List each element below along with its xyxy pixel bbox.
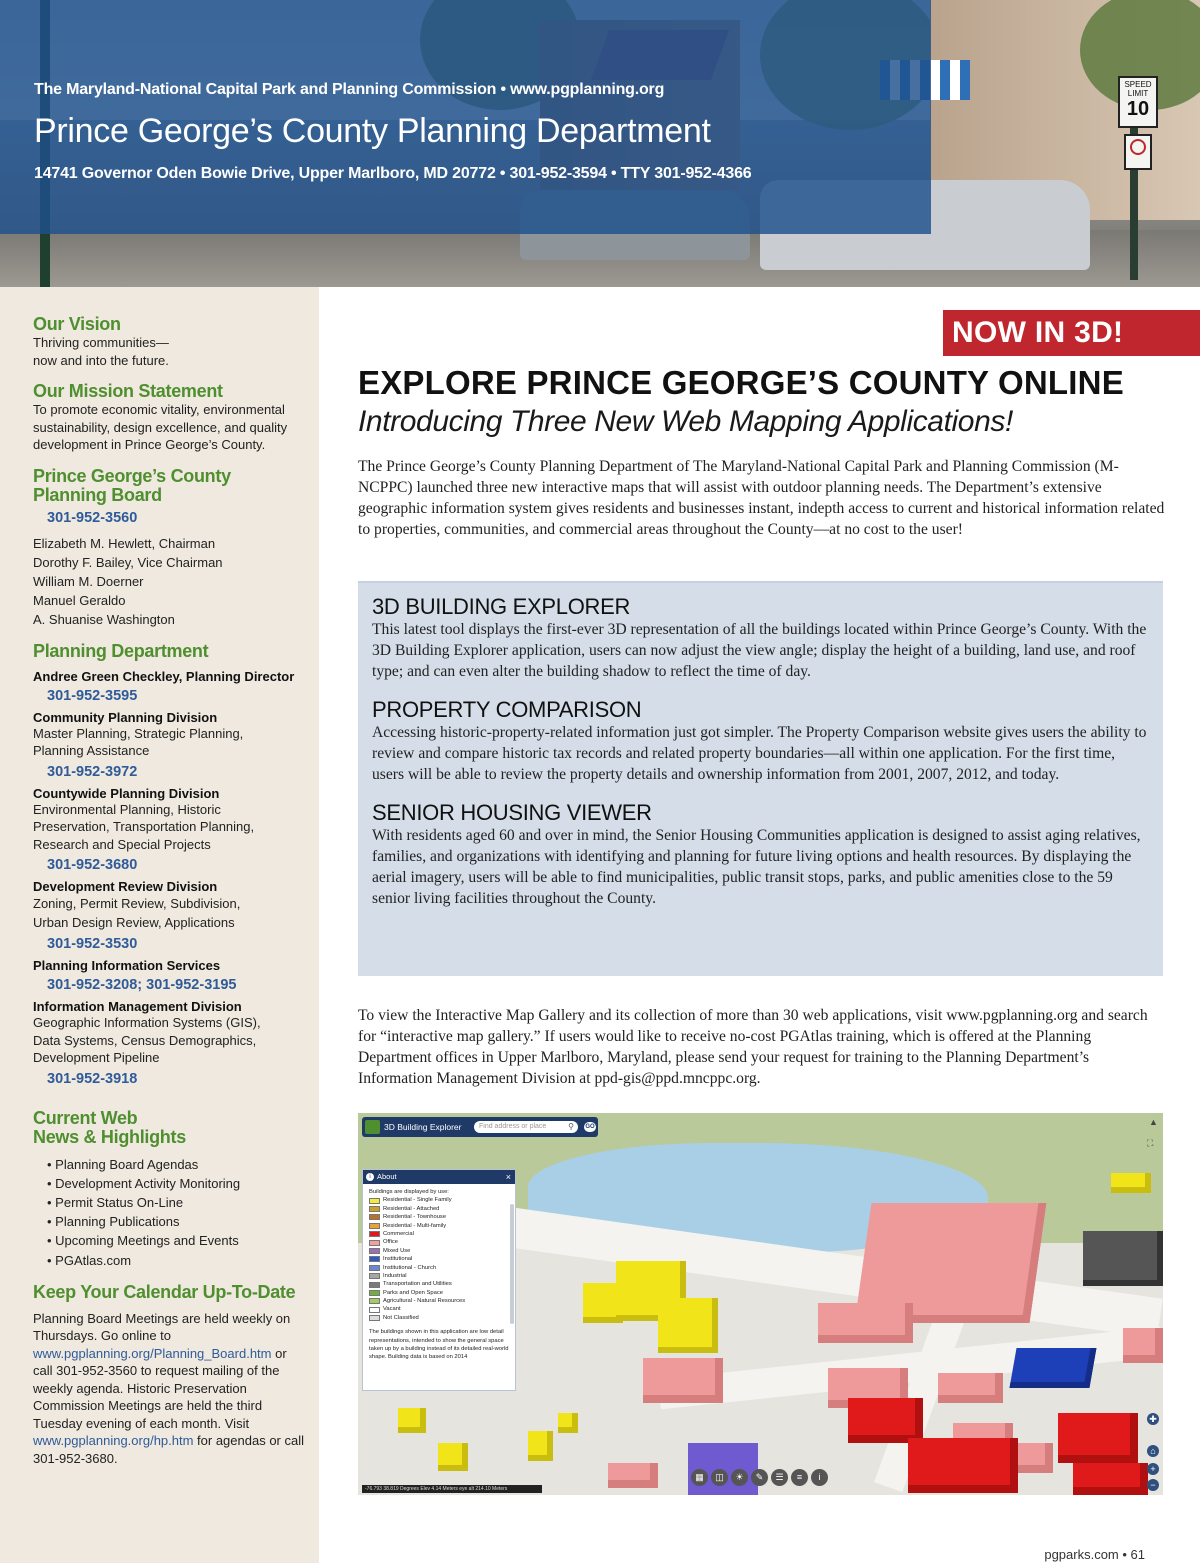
about-body [363, 1184, 515, 1366]
division-phone: 301-952-3208; 301-952-3195 [47, 977, 237, 993]
search-icon[interactable]: ⚲ [568, 1122, 574, 1131]
layers-tool-icon[interactable]: ◫ [711, 1469, 728, 1486]
legend-heading: Buildings are displayed by use: [369, 1189, 449, 1195]
division-phone: 301-952-3918 [47, 1070, 138, 1087]
board-member: Manuel Geraldo [33, 592, 126, 608]
about-note: The buildings shown in this application are low detail representations, intended to show the general space taken up by a building instead of its detailed real-world shape. Building data is based on 2014 [369, 1329, 509, 1361]
legend-row [369, 1238, 509, 1246]
legend-label: Residential - Single Family [383, 1197, 452, 1204]
news-item[interactable]: • Development Activity Monitoring [47, 1174, 319, 1193]
planning-board-link[interactable]: www.pgplanning.org/Planning_Board.htm [33, 1345, 272, 1361]
map-building [1111, 1173, 1151, 1193]
home-icon[interactable]: ⌂ [1147, 1445, 1159, 1457]
dept-address: 14741 Governor Oden Bowie Drive, Upper Marlboro, MD 20772 • 301-952-3594 • TTY 301-952-4366 [34, 165, 752, 182]
sun-tool-icon[interactable]: ☀ [731, 1469, 748, 1486]
feature-title: PROPERTY COMPARISON [372, 697, 642, 722]
map-building [438, 1443, 468, 1471]
feature-title: 3D BUILDING EXPLORER [372, 594, 631, 619]
zoom-in-icon[interactable]: + [1147, 1463, 1159, 1475]
division-phone: 301-952-3972 [47, 763, 138, 780]
legend-swatch [369, 1307, 380, 1313]
header-banner [0, 0, 1200, 287]
map-toolbar [691, 1469, 828, 1486]
division-desc: Environmental Planning, Historic Preservation, Transportation Planning, Research and Special Projects [33, 801, 255, 852]
hp-link[interactable]: www.pgplanning.org/hp.htm [33, 1433, 194, 1449]
legend-label: Commercial [383, 1230, 414, 1237]
board-member: Elizabeth M. Hewlett, Chairman [33, 535, 216, 551]
about-header [363, 1170, 515, 1184]
map-building [398, 1408, 426, 1433]
feature-text: Accessing historic-property-related information just got simpler. The Property Comparison website gives users the ability to review and compare historic tax records and related property boundaries—all within one application. For the first time, users will be able to review the property details and ownership information from 2001, 2007, 2012, and today. [372, 724, 1147, 783]
vision-line: Thriving communities— [33, 335, 169, 350]
news-heading [33, 1109, 319, 1147]
board-member: Dorothy F. Bailey, Vice Chairman [33, 554, 223, 570]
legend-label: Mixed Use [383, 1247, 411, 1254]
board-member: A. Shuanise Washington [33, 611, 175, 627]
mission-text: To promote economic vitality, environmental sustainability, design excellence, and quality development in Prince George’s County. [33, 402, 288, 452]
legend-row [369, 1247, 509, 1255]
division-phone: 301-952-3530 [47, 936, 138, 952]
map-building [818, 1303, 913, 1343]
division-desc: Master Planning, Strategic Planning, Planning Assistance [33, 725, 244, 758]
map-building [908, 1438, 1018, 1493]
main-headline: EXPLORE PRINCE GEORGE’S COUNTY ONLINE [358, 364, 1124, 401]
division-name: Development Review Division [33, 879, 218, 894]
speed-limit-sign [1118, 76, 1158, 128]
about-scrollbar[interactable] [510, 1204, 514, 1324]
grid-tool-icon[interactable]: ▦ [691, 1469, 708, 1486]
news-item[interactable]: • Upcoming Meetings and Events [47, 1231, 319, 1250]
legend-row [369, 1314, 509, 1322]
sidebar [0, 287, 319, 1563]
legend-label: Residential - Townhouse [383, 1214, 447, 1221]
speed-sign-line1: SPEED [1124, 80, 1152, 89]
calendar-text-part: for agendas or call 301-952-3680. [33, 1433, 305, 1466]
basemap-tool-icon[interactable]: ☰ [771, 1469, 788, 1486]
dept-heading: Planning Department [33, 640, 209, 661]
legend-label: Parks and Open Space [383, 1289, 443, 1296]
news-list [33, 1155, 319, 1270]
legend-row [369, 1230, 509, 1238]
map-go-button[interactable]: GO [585, 1124, 595, 1130]
board-member: William M. Doerner [33, 573, 144, 589]
legend-row [369, 1205, 509, 1213]
legend-label: Vacant [383, 1306, 401, 1313]
vision-heading: Our Vision [33, 314, 121, 334]
zoom-out-icon[interactable]: − [1147, 1479, 1159, 1491]
about-title: About [377, 1172, 397, 1181]
map-building [848, 1398, 923, 1443]
feature-text: This latest tool displays the first-ever 3D representation of all the buildings located within Prince George’s County. With the 3D Building Explorer application, users can now adjust the view angle; display the height of a building, land use, and roof type; and can even alter the building shadow to reflect the time of day. [372, 621, 1147, 680]
legend-row [369, 1280, 509, 1288]
legend-swatch [369, 1256, 380, 1262]
map-building [643, 1358, 723, 1403]
legend-row [369, 1297, 509, 1305]
news-item[interactable]: • Permit Status On-Line [47, 1193, 319, 1212]
division-phone: 301-952-3680 [47, 857, 138, 873]
legend-swatch [369, 1290, 380, 1296]
news-item[interactable]: • Planning Publications [47, 1212, 319, 1231]
division-name: Planning Information Services [33, 958, 221, 973]
legend-row [369, 1289, 509, 1297]
app-logo-icon [365, 1120, 380, 1134]
legend-label: Agricultural - Natural Resources [383, 1298, 466, 1305]
board-heading-line: Prince George’s County [33, 465, 231, 486]
map-building [1009, 1348, 1096, 1388]
feature-title: SENIOR HOUSING VIEWER [372, 800, 652, 825]
legend-row [369, 1255, 509, 1263]
board-heading [33, 467, 319, 505]
division-name: Community Planning Division [33, 709, 218, 725]
outro-paragraph: To view the Interactive Map Gallery and its collection of more than 30 web applications, visit www.pgplanning.org and search for “interactive map gallery.” If users would like to receive no-cost PGAtlas training, which is offered at the Planning Department offices in Upper Marlboro, Maryland, please send your request for training to the Planning Department’s Information Management Division at ppd-gis@ppd.mncppc.org. [358, 1007, 1148, 1087]
legend-row [369, 1213, 509, 1221]
legend-swatch [369, 1198, 380, 1204]
director-name: Andree Green Checkley, Planning Director [33, 668, 295, 684]
org-line: The Maryland-National Capital Park and Planning Commission • www.pgplanning.org [34, 81, 665, 98]
board-members [33, 534, 319, 629]
main-subhead: Introducing Three New Web Mapping Applications! [358, 405, 1013, 438]
legend-row [369, 1264, 509, 1272]
legend-swatch [369, 1240, 380, 1246]
info-icon: i [366, 1173, 374, 1181]
no-parking-sign [1124, 134, 1152, 170]
close-icon[interactable]: × [505, 1172, 511, 1182]
map-building [938, 1373, 1003, 1403]
speed-sign-value: 10 [1126, 98, 1150, 120]
list-tool-icon[interactable]: ≡ [791, 1469, 808, 1486]
info-tool-icon[interactable]: i [811, 1469, 828, 1486]
speed-sign-line2: LIMIT [1127, 89, 1149, 98]
map-app-bar [362, 1117, 598, 1137]
legend-swatch [369, 1282, 380, 1288]
map-search-placeholder: Find address or place [479, 1123, 547, 1130]
no-parking-icon [1130, 139, 1146, 155]
map-status-bar: -76.793 38.819 Degrees Elev 4.14 Meters eye alt 214.10 Meters [362, 1485, 542, 1493]
map-building [1073, 1463, 1148, 1495]
legend-row [369, 1196, 509, 1204]
board-heading-line: Planning Board [33, 484, 162, 505]
legend-swatch [369, 1265, 380, 1271]
map-building [1123, 1328, 1163, 1363]
board-phone: 301-952-3560 [47, 509, 138, 526]
division-name: Countywide Planning Division [33, 785, 220, 801]
page-footer: pgparks.com • 61 [1044, 1547, 1145, 1562]
legend-label: Transportation and Utilities [383, 1281, 452, 1288]
map-building [658, 1298, 718, 1353]
map-building [1083, 1231, 1163, 1286]
legend-list [369, 1196, 509, 1322]
dept-title: Prince George’s County Planning Department [34, 112, 711, 150]
map-screenshot [358, 1113, 1163, 1495]
mission-heading: Our Mission Statement [33, 381, 223, 401]
legend-label: Residential - Attached [383, 1205, 440, 1212]
measure-tool-icon[interactable]: ✎ [751, 1469, 768, 1486]
calendar-text-part: Planning Board Meetings are held weekly on Thursdays. Go online to [33, 1310, 291, 1344]
legend-label: Office [383, 1239, 399, 1246]
legend-label: Not Classified [383, 1314, 419, 1321]
map-search-input[interactable] [474, 1121, 578, 1133]
map-building [558, 1413, 578, 1433]
map-building [608, 1463, 658, 1488]
feature-box [358, 581, 1163, 976]
legend-label: Institutional [383, 1256, 413, 1263]
pan-icon[interactable]: ✚ [1147, 1413, 1159, 1425]
vision-line: now and into the future. [33, 352, 169, 368]
legend-swatch [369, 1206, 380, 1212]
now-in-3d-badge: NOW IN 3D! [943, 310, 1200, 356]
calendar-heading: Keep Your Calendar Up-To-Date [33, 1281, 296, 1302]
legend-swatch [369, 1298, 380, 1304]
division-desc: Zoning, Permit Review, Subdivision, Urban Design Review, Applications [33, 896, 241, 930]
director-phone: 301-952-3595 [47, 687, 138, 704]
legend-swatch [369, 1214, 380, 1220]
news-heading-line: News & Highlights [33, 1126, 186, 1147]
legend-label: Institutional - Church [383, 1264, 437, 1271]
legend-row [369, 1272, 509, 1280]
division-name: Information Management Division [33, 999, 242, 1014]
intro-paragraph: The Prince George’s County Planning Department of The Maryland-National Capital Park and Planning Commission (M-NCPPC) launched three new interactive maps that will assist with outdoor planning needs. The Department’s extensive geographic information system gives residents and businesses instant, indepth access to current and historical information related to properties, communities, and commercial areas throughout the County—at no cost to the user! [358, 458, 1165, 538]
map-app-title: 3D Building Explorer [384, 1122, 462, 1132]
fullscreen-icon[interactable]: ⛶ [1147, 1138, 1154, 1148]
legend-swatch [369, 1248, 380, 1254]
compass-icon[interactable]: ▲ [1149, 1117, 1158, 1127]
feature-text: With residents aged 60 and over in mind, the Senior Housing Communities application is designed to assist aging relatives, families, and organizations with identifying and planning for future living options and health resources. By displaying the aerial imagery, users will be able to find municipalities, public transit stops, parks, and public amenities close to the 59 senior living facilities throughout the County. [372, 827, 1141, 907]
legend-swatch [369, 1273, 380, 1279]
about-panel [362, 1169, 516, 1391]
calendar-text [33, 1310, 307, 1468]
legend-swatch [369, 1315, 380, 1321]
news-heading-line: Current Web [33, 1107, 138, 1128]
legend-swatch [369, 1231, 380, 1237]
news-item[interactable]: • PGAtlas.com [47, 1251, 319, 1270]
division-desc: Geographic Information Systems (GIS), Data Systems, Census Demographics, Development Pipeline [33, 1015, 261, 1065]
legend-label: Residential - Multi-family [383, 1222, 447, 1229]
legend-row [369, 1305, 509, 1313]
map-building [528, 1431, 553, 1461]
legend-label: Industrial [383, 1272, 407, 1279]
news-item[interactable]: • Planning Board Agendas [47, 1155, 319, 1174]
legend-row [369, 1222, 509, 1230]
calendar-text-part: or call 301-952-3560 to request mailing of the weekly agenda. Historic Preservation Commission Meetings are held the third Tuesday evening of each month. Visit [33, 1345, 287, 1431]
legend-swatch [369, 1223, 380, 1229]
map-building [1058, 1413, 1138, 1463]
